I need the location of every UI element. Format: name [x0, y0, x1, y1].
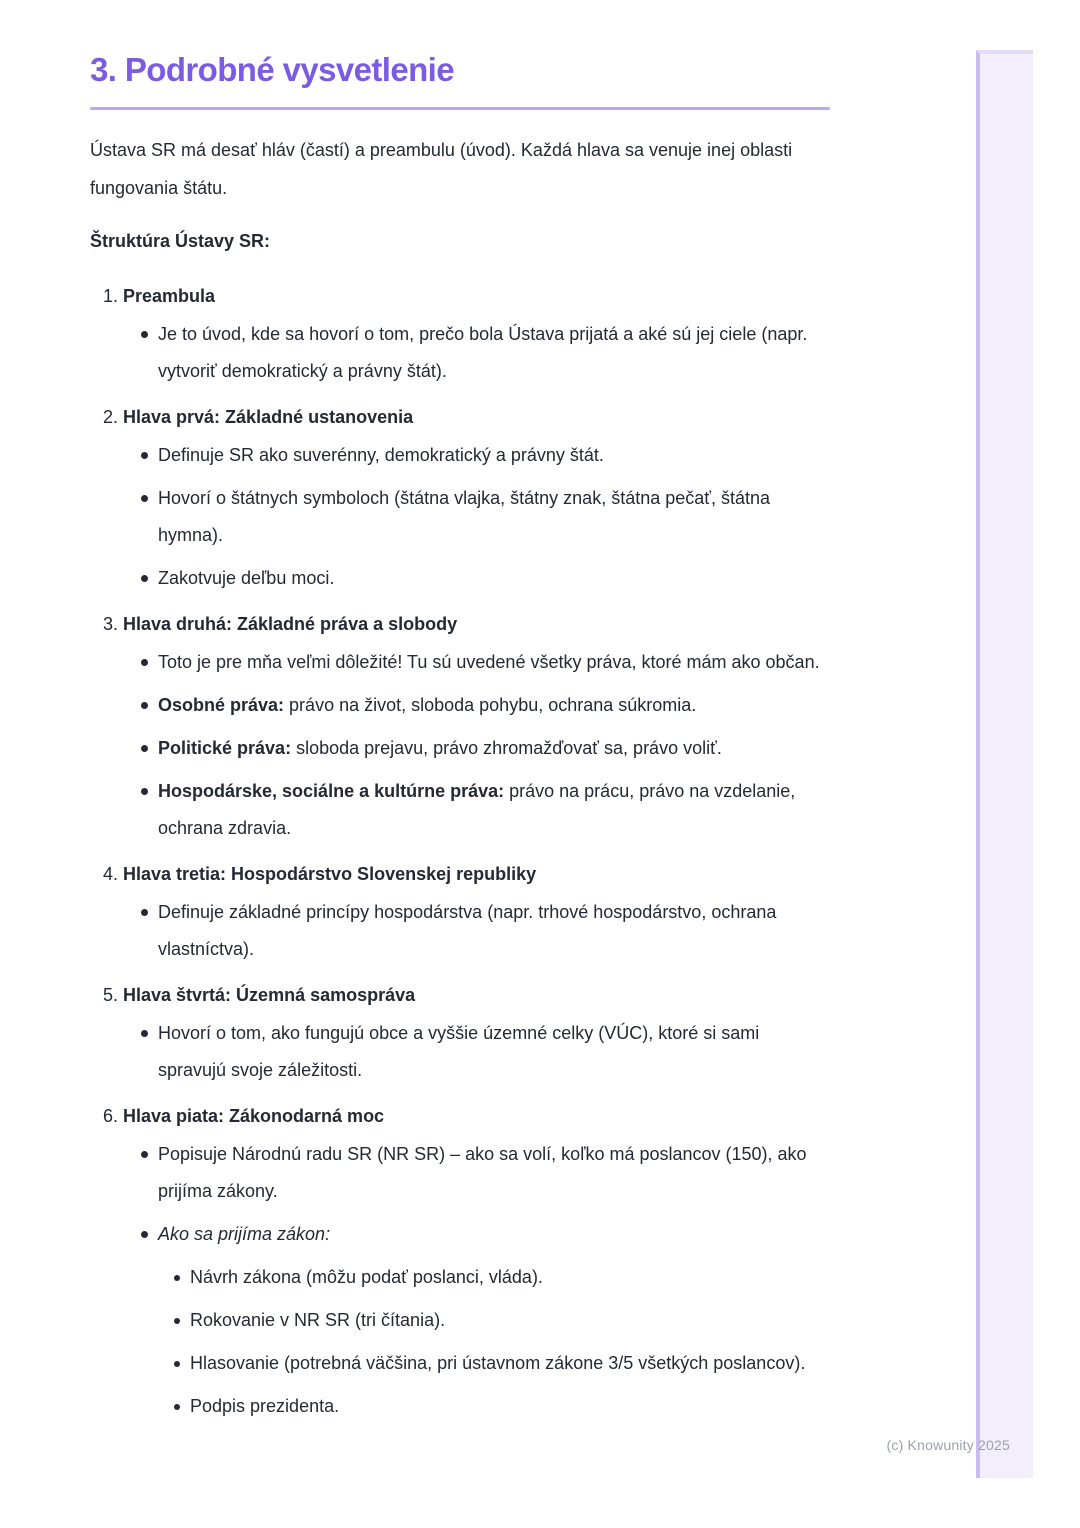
- section-bullets: [90, 316, 830, 390]
- section-heading-row: [90, 1103, 830, 1130]
- bullet-body: [158, 652, 820, 672]
- sub-bullet-item: [158, 1259, 830, 1296]
- page-margin-strip: [976, 50, 1033, 1478]
- copyright-footer: (c) Knowunity 2025: [886, 1437, 1010, 1453]
- bullet-item: [90, 1216, 830, 1425]
- bullet-text: Toto je pre mňa veľmi dôležité! Tu sú uvedené všetky práva, ktoré mám ako občan.: [158, 652, 820, 672]
- sub-bullet-text: Návrh zákona (môžu podať poslanci, vláda).: [190, 1267, 543, 1287]
- sub-bullet-list: [158, 1259, 830, 1425]
- bullet-body: [158, 445, 604, 465]
- bullet-item: [90, 1015, 830, 1089]
- section-number: 2.: [103, 407, 119, 427]
- bullet-text: Definuje základné princípy hospodárstva (napr. trhové hospodárstvo, ochrana vlastníctva).: [158, 902, 777, 959]
- bullet-body: [158, 695, 696, 715]
- title-underline: [90, 107, 830, 110]
- bullet-body: [158, 1023, 759, 1080]
- bullet-body: [158, 568, 334, 588]
- sub-bullet-text: Podpis prezidenta.: [190, 1396, 340, 1416]
- bullet-text: Popisuje Národnú radu SR (NR SR) – ako sa volí, koľko má poslancov (150), ako prijíma zákony.: [158, 1144, 807, 1201]
- section-number: 4.: [103, 864, 119, 884]
- sub-bullet-text: Hlasovanie (potrebná väčšina, pri ústavnom zákone 3/5 všetkých poslancov).: [190, 1353, 806, 1373]
- sub-bullet-item: [158, 1345, 830, 1382]
- section-heading: Hlava druhá: Základné práva a slobody: [123, 614, 458, 634]
- section-heading: Hlava piata: Zákonodarná moc: [123, 1106, 385, 1126]
- structure-section: [90, 1103, 830, 1425]
- structure-section: [90, 611, 830, 847]
- bullet-text: Zakotvuje deľbu moci.: [158, 568, 335, 588]
- section-bullets: [90, 894, 830, 968]
- bullet-lead: Politické práva:: [158, 738, 292, 758]
- section-heading: Hlava tretia: Hospodárstvo Slovenskej republiky: [123, 864, 537, 884]
- structure-section: [90, 404, 830, 597]
- structure-section: [90, 861, 830, 968]
- bullet-item: [90, 560, 830, 597]
- sub-bullet-item: [158, 1388, 830, 1425]
- structure-list: [90, 283, 830, 1425]
- bullet-text: sloboda prejavu, právo zhromažďovať sa, právo voliť.: [291, 738, 722, 758]
- bullet-item: [90, 644, 830, 681]
- section-bullets: [90, 1136, 830, 1425]
- bullet-text: Ako sa prijíma zákon:: [158, 1224, 331, 1244]
- section-number: 1.: [103, 286, 119, 306]
- bullet-body: [158, 781, 795, 838]
- sub-bullet-text: Rokovanie v NR SR (tri čítania).: [190, 1310, 446, 1330]
- section-number: 5.: [103, 985, 119, 1005]
- bullet-text: Je to úvod, kde sa hovorí o tom, prečo bola Ústava prijatá a aké sú jej ciele (napr. vytvoriť demokratický a právny štát).: [158, 324, 808, 381]
- section-heading-row: [90, 982, 830, 1009]
- bullet-text: právo na prácu, právo na vzdelanie, ochrana zdravia.: [158, 781, 796, 838]
- bullet-body: [158, 488, 770, 545]
- bullet-item: [90, 437, 830, 474]
- bullet-body: [158, 902, 776, 959]
- bullet-text: Definuje SR ako suverénny, demokratický a právny štát.: [158, 445, 604, 465]
- structure-section: [90, 982, 830, 1089]
- bullet-text: právo na život, sloboda pohybu, ochrana súkromia.: [284, 695, 697, 715]
- bullet-item: [90, 316, 830, 390]
- section-number: 3.: [103, 614, 119, 634]
- bullet-item: [90, 773, 830, 847]
- bullet-text: Hovorí o tom, ako fungujú obce a vyššie územné celky (VÚC), ktoré si sami spravujú svoje záležitosti.: [158, 1023, 760, 1080]
- section-heading: Hlava prvá: Základné ustanovenia: [123, 407, 414, 427]
- sub-bullet-item: [158, 1302, 830, 1339]
- bullet-body: [158, 1144, 807, 1201]
- bullet-item: [90, 894, 830, 968]
- bullet-lead: Hospodárske, sociálne a kultúrne práva:: [158, 781, 505, 801]
- bullet-item: [90, 480, 830, 554]
- bullet-text: Hovorí o štátnych symboloch (štátna vlajka, štátny znak, štátna pečať, štátna hymna).: [158, 488, 771, 545]
- intro-paragraph: Ústava SR má desať hláv (častí) a preambulu (úvod). Každá hlava sa venuje inej oblasti fungovania štátu.: [90, 140, 793, 198]
- structure-subtitle: Štruktúra Ústavy SR:: [90, 231, 271, 251]
- structure-section: [90, 283, 830, 390]
- section-bullets: [90, 437, 830, 597]
- bullet-lead: Osobné práva:: [158, 695, 285, 715]
- section-heading-row: [90, 283, 830, 310]
- bullet-item: [90, 730, 830, 767]
- document-content: [90, 50, 830, 1425]
- section-heading: Hlava štvrtá: Územná samospráva: [123, 985, 416, 1005]
- section-bullets: [90, 1015, 830, 1089]
- bullet-item: [90, 1136, 830, 1210]
- section-heading-row: [90, 611, 830, 638]
- section-heading: Preambula: [123, 286, 216, 306]
- bullet-item: [90, 687, 830, 724]
- section-number: 6.: [103, 1106, 119, 1126]
- section-heading-row: [90, 861, 830, 888]
- bullet-body: [158, 738, 722, 758]
- page-title: 3. Podrobné vysvetlenie: [90, 51, 455, 88]
- bullet-body: [158, 1224, 330, 1244]
- section-bullets: [90, 644, 830, 847]
- section-heading-row: [90, 404, 830, 431]
- bullet-body: [158, 324, 807, 381]
